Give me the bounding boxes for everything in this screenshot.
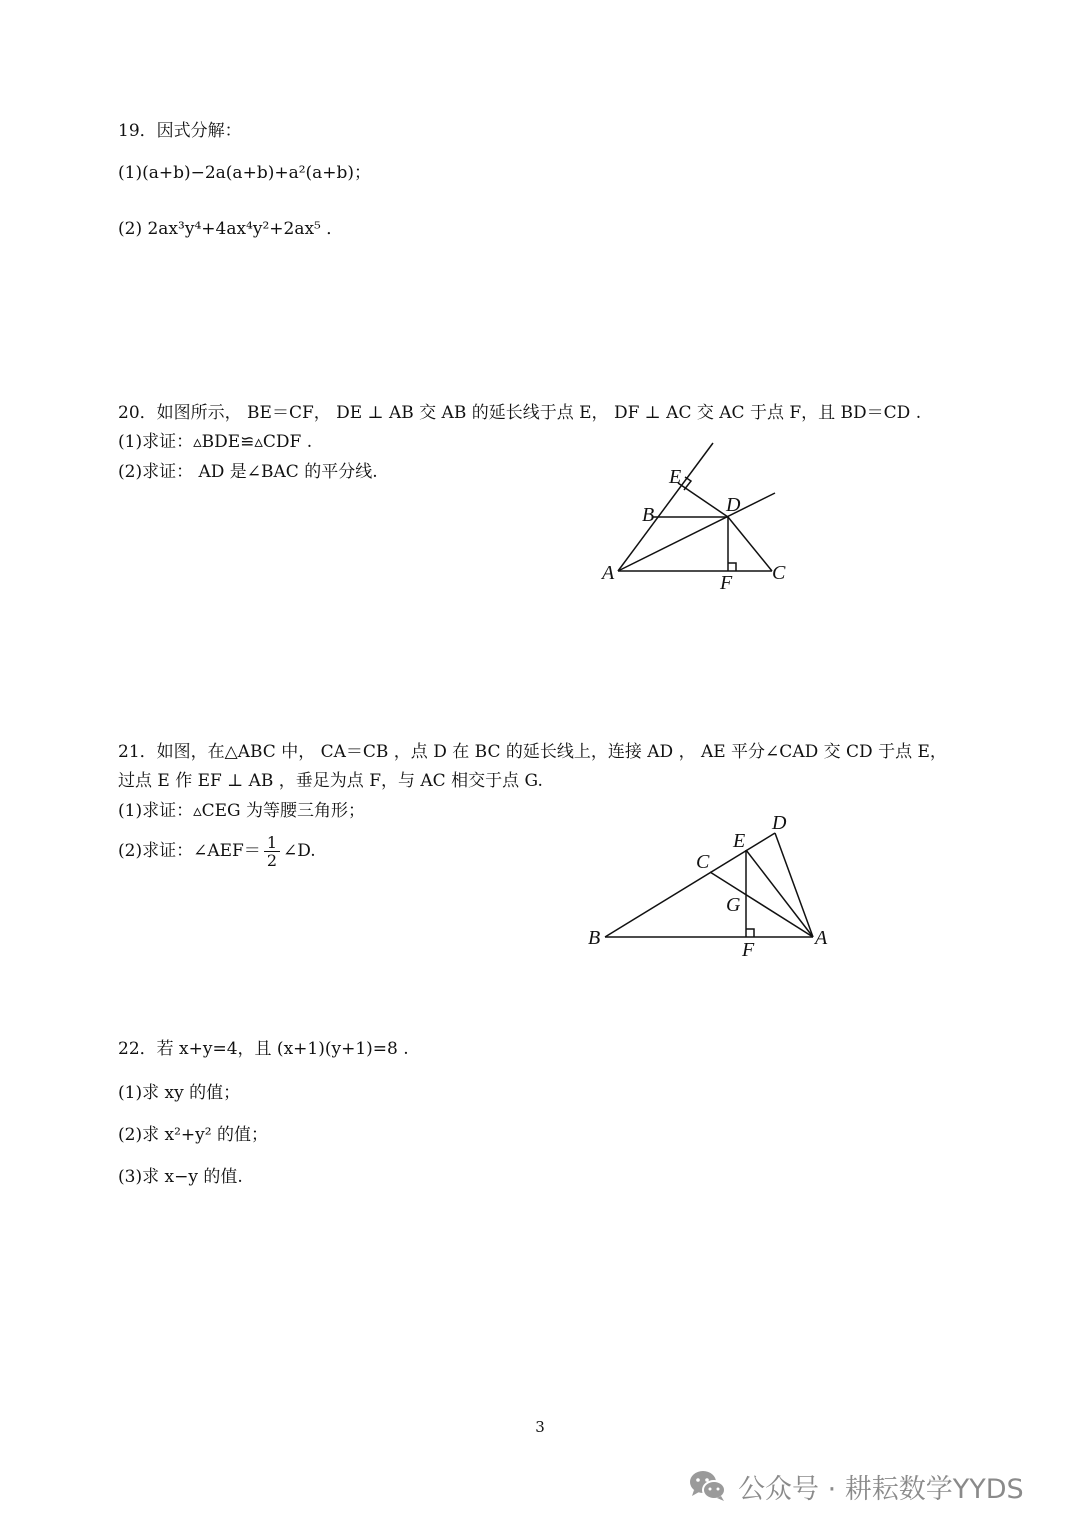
q20-title: 20．如图所示， BE＝CF， DE ⊥ AB 交 AB 的延长线于点 E， DF ⊥ AC 交 AC 于点 F，且 BD＝CD . bbox=[118, 403, 922, 423]
q21-part2 bbox=[118, 832, 316, 870]
watermark bbox=[688, 1466, 1024, 1506]
fraction-numerator: 1 bbox=[264, 834, 280, 852]
right-angle-F bbox=[728, 563, 736, 571]
q21-figure bbox=[585, 810, 835, 960]
q20-figure bbox=[590, 435, 810, 595]
q20-part1: (1)求证：▵BDE≌▵CDF . bbox=[118, 432, 313, 452]
label-D: D bbox=[772, 812, 787, 834]
label-B: B bbox=[588, 927, 601, 949]
q21-part1: (1)求证：▵CEG 为等腰三角形； bbox=[118, 801, 366, 821]
q19-title: 19．因式分解： bbox=[118, 121, 242, 141]
q22-part1: (1)求 xy 的值； bbox=[118, 1083, 241, 1103]
line-A-ray-E bbox=[618, 443, 713, 571]
label-B: B bbox=[642, 504, 655, 526]
fraction-one-half bbox=[264, 834, 280, 869]
label-F: F bbox=[720, 572, 733, 594]
q22-part2: (2)求 x²+y² 的值； bbox=[118, 1125, 268, 1145]
right-angle-F bbox=[746, 929, 754, 937]
q19-part1: (1)(a+b)−2a(a+b)+a²(a+b)； bbox=[118, 163, 372, 183]
q22-part3: (3)求 x−y 的值. bbox=[118, 1167, 243, 1187]
label-G: G bbox=[726, 894, 741, 916]
label-C: C bbox=[696, 851, 710, 873]
line-D-A bbox=[775, 833, 813, 937]
label-A: A bbox=[815, 927, 828, 949]
label-D: D bbox=[726, 494, 741, 516]
q21-part2-suffix: ∠D. bbox=[283, 841, 316, 861]
label-C: C bbox=[772, 562, 786, 584]
watermark-text: 公众号 · 耕耘数学YYDS bbox=[738, 1473, 1024, 1505]
wechat-icon bbox=[688, 1468, 728, 1504]
right-angle-E bbox=[684, 477, 691, 490]
q20-part2: (2)求证： AD 是∠BAC 的平分线. bbox=[118, 462, 378, 482]
q21-part2-prefix: (2)求证：∠AEF＝ bbox=[118, 841, 261, 861]
q19-part2: (2) 2ax³y⁴+4ax⁴y²+2ax⁵ ． bbox=[118, 219, 344, 239]
label-F: F bbox=[742, 939, 755, 960]
label-E: E bbox=[733, 830, 746, 852]
page-number: 3 bbox=[535, 1418, 545, 1436]
label-E: E bbox=[669, 466, 682, 488]
line-B-D bbox=[605, 833, 775, 937]
fraction-denominator: 2 bbox=[266, 850, 277, 870]
q22-title: 22．若 x+y=4，且 (x+1)(y+1)=8 . bbox=[118, 1039, 409, 1059]
q21-line2: 过点 E 作 EF ⊥ AB ，垂足为点 F，与 AC 相交于点 G. bbox=[118, 771, 543, 791]
line-E-A bbox=[746, 850, 813, 937]
q21-title: 21．如图，在△ABC 中， CA＝CB ，点 D 在 BC 的延长线上，连接 AD ， AE 平分∠CAD 交 CD 于点 E， bbox=[118, 742, 947, 762]
label-A: A bbox=[602, 562, 615, 584]
